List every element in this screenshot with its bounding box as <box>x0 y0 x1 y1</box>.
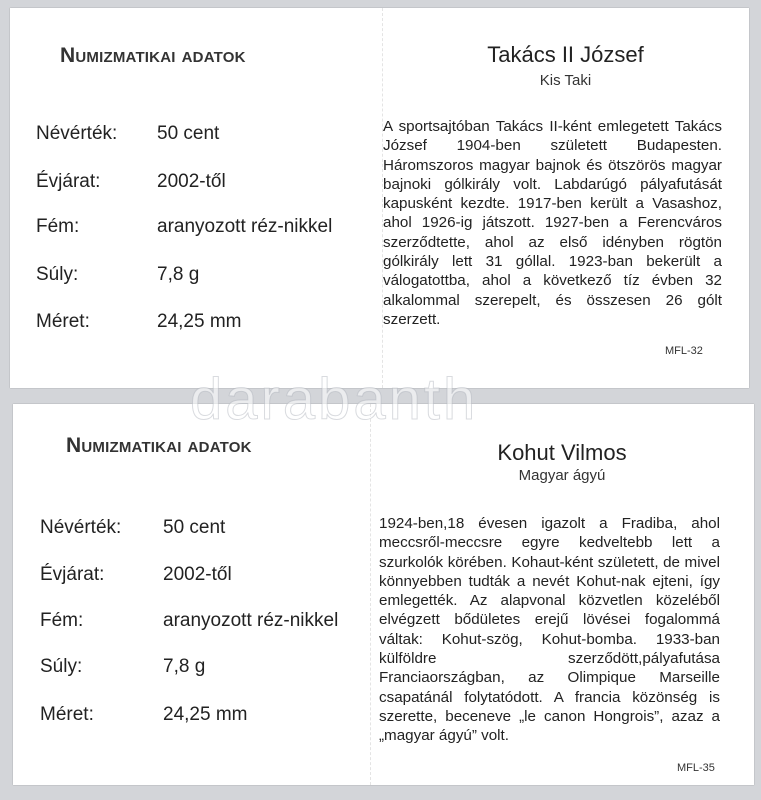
spec-value: 7,8 g <box>163 656 206 677</box>
player-nickname: Magyar ágyú <box>518 467 606 484</box>
spec-value: 7,8 g <box>157 264 200 285</box>
spec-label: Névérték: <box>40 517 122 538</box>
spec-label: Fém: <box>36 216 80 237</box>
spec-label: Súly: <box>40 656 83 677</box>
numismatic-heading: Numizmatikai adatok <box>66 434 252 457</box>
player-name: Takács II József <box>487 42 644 67</box>
watermark: darabanth <box>190 367 479 432</box>
numismatic-heading: Numizmatikai adatok <box>60 44 246 67</box>
player-name: Kohut Vilmos <box>497 440 627 465</box>
spec-value: 50 cent <box>163 517 226 538</box>
player-biography: 1924-ben,18 évesen igazolt a Fradiba, ahol meccsről-meccsre egyre kedveltebb lett a szurkolók körében. Kohaut-ként született, de mivel könnyebben tudták a nevét Kohut-nak ejteni, így emlegették. Az alapvonal közvetlen közeléből elvégzett bődületes erejű lövései fogalommá váltak: Kohut-szög, Kohut-bomba. 1933-ban külföldre szerződött,pályafutása Franciaországban, az Olimpique Marseille csapatánál folytatódott. A francia közönség is szerette, beceneve „le canon Hongrois”, azaz a „magyar ágyú” volt. <box>379 515 720 745</box>
product-code: MFL-35 <box>677 762 715 774</box>
coin-card-1 <box>10 8 749 388</box>
spec-value: aranyozott réz-nikkel <box>163 610 339 631</box>
spec-value: 24,25 mm <box>157 311 242 332</box>
player-nickname: Kis Taki <box>539 72 592 89</box>
spec-label: Súly: <box>36 264 79 285</box>
spec-label: Méret: <box>40 704 94 725</box>
product-code: MFL-32 <box>665 345 703 357</box>
coin-card-2 <box>13 404 754 785</box>
spec-value: 50 cent <box>157 123 220 144</box>
spec-value: 24,25 mm <box>163 704 248 725</box>
spec-label: Méret: <box>36 311 90 332</box>
spec-label: Évjárat: <box>40 564 105 585</box>
player-biography: A sportsajtóban Takács II-ként emlegetett Takács József 1904-ben született Budapesten. Háromszoros magyar bajnok és ötszörös magyar bajnoki gólkirály volt. Labdarúgó pályafutását kapusként kezdte. 1917-ben került a Vasashoz, ahol 1926-ig játszott. 1927-ben a Ferencváros szerződtette, ahol az első idényben rögtön gólkirály lett 31 góllal. 1923-ban bekerült a válogatottba, ahol a következő tíz évben 32 alkalommal szerepelt, és összesen 26 gólt szerzett. <box>383 118 722 328</box>
spec-value: 2002-től <box>163 564 232 585</box>
spec-value: 2002-től <box>157 171 226 192</box>
spec-label: Fém: <box>40 610 84 631</box>
spec-value: aranyozott réz-nikkel <box>157 216 333 237</box>
spec-label: Évjárat: <box>36 171 101 192</box>
spec-label: Névérték: <box>36 123 118 144</box>
